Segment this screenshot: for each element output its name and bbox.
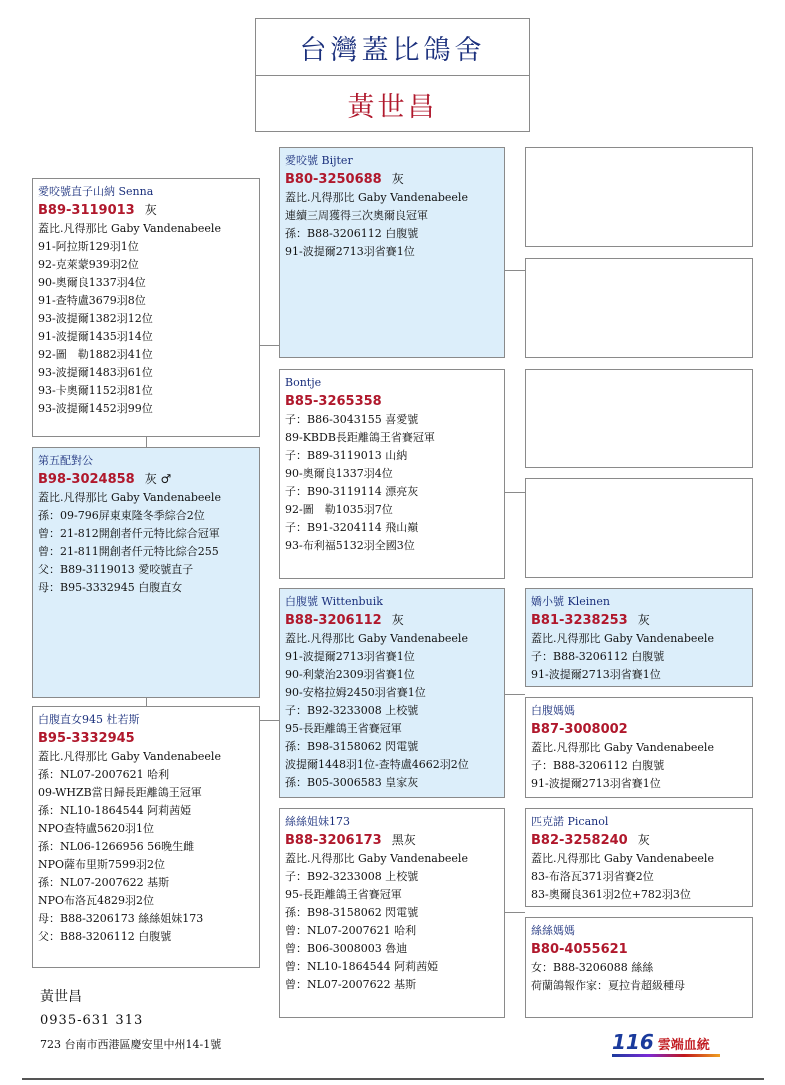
connector (504, 912, 525, 913)
pedigree-line: 93-波提爾1483羽61位 (38, 366, 153, 379)
pedigree-box-empty (525, 478, 753, 578)
contact-phone: 0935-631 313 (40, 1013, 144, 1028)
pedigree-line: 95-長距離鴿王省賽冠軍 (285, 722, 402, 735)
ring-number: B82-3258240 灰 (531, 833, 650, 848)
pedigree-line: 90-奧爾良1337羽4位 (285, 467, 393, 480)
connector (146, 698, 147, 706)
connector (260, 720, 280, 721)
pedigree-line: 蓋比.凡得那比 Gaby Vandenabeele (38, 491, 221, 504)
pedigree-lines (38, 748, 254, 946)
pedigree-line: 母：B88-3206173 絲絲姐妹173 (38, 912, 204, 925)
pigeon-name: 白腹號 Wittenbuik (285, 595, 383, 608)
pedigree-line: 92-圖 勒1882羽41位 (38, 348, 153, 361)
pigeon-name: 第五配對公 (38, 454, 93, 467)
pedigree-line: 子：B88-3206112 白腹號 (531, 650, 665, 663)
ring-number: B88-3206112 灰 (285, 613, 404, 628)
pedigree-lines (531, 739, 747, 793)
loft-title: 台灣蓋比鴿舍 (256, 19, 529, 76)
pedigree-line: 孫：B98-3158062 閃電號 (285, 906, 419, 919)
pedigree-line: 93-波提爾1382羽12位 (38, 312, 153, 325)
pedigree-lines (38, 489, 254, 597)
pedigree-line: 父：B88-3206112 白腹號 (38, 930, 172, 943)
pedigree-line: 孫：NL07-2007621 哈利 (38, 768, 170, 781)
pedigree-box-empty (525, 147, 753, 247)
connector (260, 345, 280, 346)
ring-number: B89-3119013 灰 (38, 203, 157, 218)
pigeon-name: 嬌小號 Kleinen (531, 595, 610, 608)
pedigree-box-empty (525, 369, 753, 468)
pedigree-line: 子：B90-3119114 漂亮灰 (285, 485, 419, 498)
pedigree-line: 91-波提爾2713羽省賽1位 (531, 777, 661, 790)
pedigree-line: 父：B89-3119013 愛咬號直子 (38, 563, 194, 576)
pedigree-line: 90-利蒙治2309羽省賽1位 (285, 668, 415, 681)
pedigree-line: 91-波提爾2713羽省賽1位 (531, 668, 661, 681)
ring-number: B80-3250688 灰 (285, 172, 404, 187)
logo-underline (612, 1054, 720, 1057)
pedigree-box-dam-sire-dam (525, 697, 753, 798)
pedigree-box-dam-dam-dam (525, 917, 753, 1018)
pigeon-name: 愛咬號 Bijter (285, 154, 353, 167)
pedigree-line: 91-阿拉斯129羽1位 (38, 240, 139, 253)
pedigree-line: 孫：B88-3206112 白腹號 (285, 227, 419, 240)
pedigree-box-dam-sire (279, 588, 505, 798)
pigeon-name: 匹克諾 Picanol (531, 815, 609, 828)
pedigree-line: 91-波提爾2713羽省賽1位 (285, 245, 415, 258)
pedigree-box-dam-dam-sire (525, 808, 753, 907)
pedigree-line: 孫：NL10-1864544 阿莉茜婭 (38, 804, 192, 817)
pedigree-line: 90-安格拉姆2450羽省賽1位 (285, 686, 426, 699)
pedigree-line: 曾：NL07-2007622 基斯 (285, 978, 417, 991)
owner-title: 黃世昌 (347, 91, 438, 123)
bottom-divider (22, 1078, 764, 1080)
pigeon-name: 愛咬號直子山納 Senna (38, 185, 154, 198)
pedigree-line: 母：B95-3332945 白腹直女 (38, 581, 183, 594)
ring-number: B95-3332945 (38, 731, 135, 746)
pedigree-box-dam-dam (279, 808, 505, 1018)
pedigree-lines (285, 411, 499, 555)
pedigree-lines (285, 189, 499, 261)
pedigree-line: 蓋比.凡得那比 Gaby Vandenabeele (531, 632, 714, 645)
pedigree-line: 子：B88-3206112 白腹號 (531, 759, 665, 772)
pedigree-line: 89-KBDB長距離鴿王省賽冠軍 (285, 431, 435, 444)
pedigree-line: 92-克萊蒙939羽2位 (38, 258, 139, 271)
pedigree-line: 子：B86-3043155 喜愛號 (285, 413, 419, 426)
contact-info (40, 985, 221, 1057)
pedigree-line: NPO薩布里斯7599羽2位 (38, 858, 166, 871)
brand-logo[interactable] (612, 1030, 710, 1054)
pedigree-line: 子：B91-3204114 飛山巔 (285, 521, 419, 534)
connector (504, 694, 525, 695)
pedigree-lines (531, 850, 747, 904)
contact-name: 黃世昌 (40, 989, 82, 1005)
pedigree-line: 孫：09-796屏東東隆冬季綜合2位 (38, 509, 205, 522)
pigeon-name: 絲絲媽媽 (531, 924, 575, 937)
pedigree-line: 曾：21-812開創者仟元特比綜合冠軍 (38, 527, 220, 540)
pedigree-box-dam (32, 706, 260, 968)
pedigree-lines (38, 220, 254, 418)
pedigree-line: 連續三周獲得三次奧爾良冠軍 (285, 209, 428, 222)
contact-address: 723 台南市西港區慶安里中州14-1號 (40, 1038, 222, 1051)
pedigree-line: 波提爾1448羽1位-查特盧4662羽2位 (285, 758, 469, 771)
pedigree-box-sire (32, 178, 260, 437)
pedigree-line: 蓋比.凡得那比 Gaby Vandenabeele (38, 222, 221, 235)
pedigree-box-dam-sire-sire (525, 588, 753, 687)
pedigree-line: 子：B92-3233008 上校號 (285, 870, 419, 883)
pedigree-line: 孫：NL06-1266956 56晚生雌 (38, 840, 195, 853)
pedigree-line: 95-長距離鴿王省賽冠軍 (285, 888, 402, 901)
pedigree-lines (531, 630, 747, 684)
pedigree-line: 蓋比.凡得那比 Gaby Vandenabeele (38, 750, 221, 763)
pedigree-lines (285, 630, 499, 792)
ring-number: B81-3238253 灰 (531, 613, 650, 628)
pedigree-line: 91-波提爾2713羽省賽1位 (285, 650, 415, 663)
ring-number: B87-3008002 (531, 722, 628, 737)
pedigree-line: 曾：21-811開創者仟元特比綜合255 (38, 545, 219, 558)
pedigree-line: 93-布利福5132羽全國3位 (285, 539, 415, 552)
pedigree-line: 子：B89-3119013 山納 (285, 449, 408, 462)
pedigree-line: 93-卡奧爾1152羽81位 (38, 384, 153, 397)
pedigree-line: 孫：B05-3006583 皇家灰 (285, 776, 419, 789)
pigeon-name: 白腹媽媽 (531, 704, 575, 717)
pedigree-box-sire-dam (279, 369, 505, 579)
pedigree-line: 91-波提爾1435羽14位 (38, 330, 153, 343)
pedigree-lines (531, 959, 747, 995)
logo-text: 雲端血統 (657, 1038, 710, 1053)
connector (504, 492, 525, 493)
pigeon-name: 白腹直女945 杜若斯 (38, 713, 140, 726)
pedigree-line: 孫：NL07-2007622 基斯 (38, 876, 170, 889)
pedigree-line: 曾：NL10-1864544 阿莉茜婭 (285, 960, 439, 973)
pedigree-line: NPO查特盧5620羽1位 (38, 822, 155, 835)
pedigree-line: 93-波提爾1452羽99位 (38, 402, 153, 415)
pedigree-line: 90-奧爾良1337羽4位 (38, 276, 146, 289)
pedigree-line: 蓋比.凡得那比 Gaby Vandenabeele (531, 852, 714, 865)
pedigree-line: 92-圖 勒1035羽7位 (285, 503, 393, 516)
pedigree-lines (285, 850, 499, 994)
pigeon-name: Bontje (285, 376, 322, 389)
pedigree-line: NPO布洛瓦4829羽2位 (38, 894, 155, 907)
pedigree-line: 蓋比.凡得那比 Gaby Vandenabeele (285, 191, 468, 204)
pedigree-line: 蓋比.凡得那比 Gaby Vandenabeele (531, 741, 714, 754)
pedigree-line: 蓋比.凡得那比 Gaby Vandenabeele (285, 632, 468, 645)
pedigree-line: 曾：B06-3008003 魯迪 (285, 942, 408, 955)
connector (504, 270, 525, 271)
pedigree-line: 91-查特盧3679羽8位 (38, 294, 146, 307)
pedigree-line: 83-布洛瓦371羽省賽2位 (531, 870, 654, 883)
pedigree-line: 子：B92-3233008 上校號 (285, 704, 419, 717)
pedigree-line: 83-奧爾良361羽2位+782羽3位 (531, 888, 691, 901)
ring-number: B85-3265358 (285, 394, 382, 409)
pedigree-box-subject (32, 447, 260, 698)
pedigree-line: 孫：B98-3158062 閃電號 (285, 740, 419, 753)
pedigree-line: 09-WHZB當日歸長距離鴿王冠軍 (38, 786, 202, 799)
logo-number: 116 (612, 1030, 654, 1054)
ring-number: B80-4055621 (531, 942, 628, 957)
pedigree-line: 曾：NL07-2007621 哈利 (285, 924, 417, 937)
connector (146, 437, 147, 447)
header-box (255, 18, 530, 132)
pedigree-line: 蓋比.凡得那比 Gaby Vandenabeele (285, 852, 468, 865)
pedigree-box-empty (525, 258, 753, 358)
pedigree-box-sire-sire (279, 147, 505, 358)
pedigree-line: 女：B88-3206088 絲絲 (531, 961, 654, 974)
ring-number: B88-3206173 黑灰 (285, 833, 416, 848)
ring-number: B98-3024858 灰 ♂ (38, 472, 172, 487)
pedigree-line: 荷蘭鴿報作家：夏拉肯超級種母 (531, 979, 685, 992)
pigeon-name: 絲絲姐妹173 (285, 815, 350, 828)
